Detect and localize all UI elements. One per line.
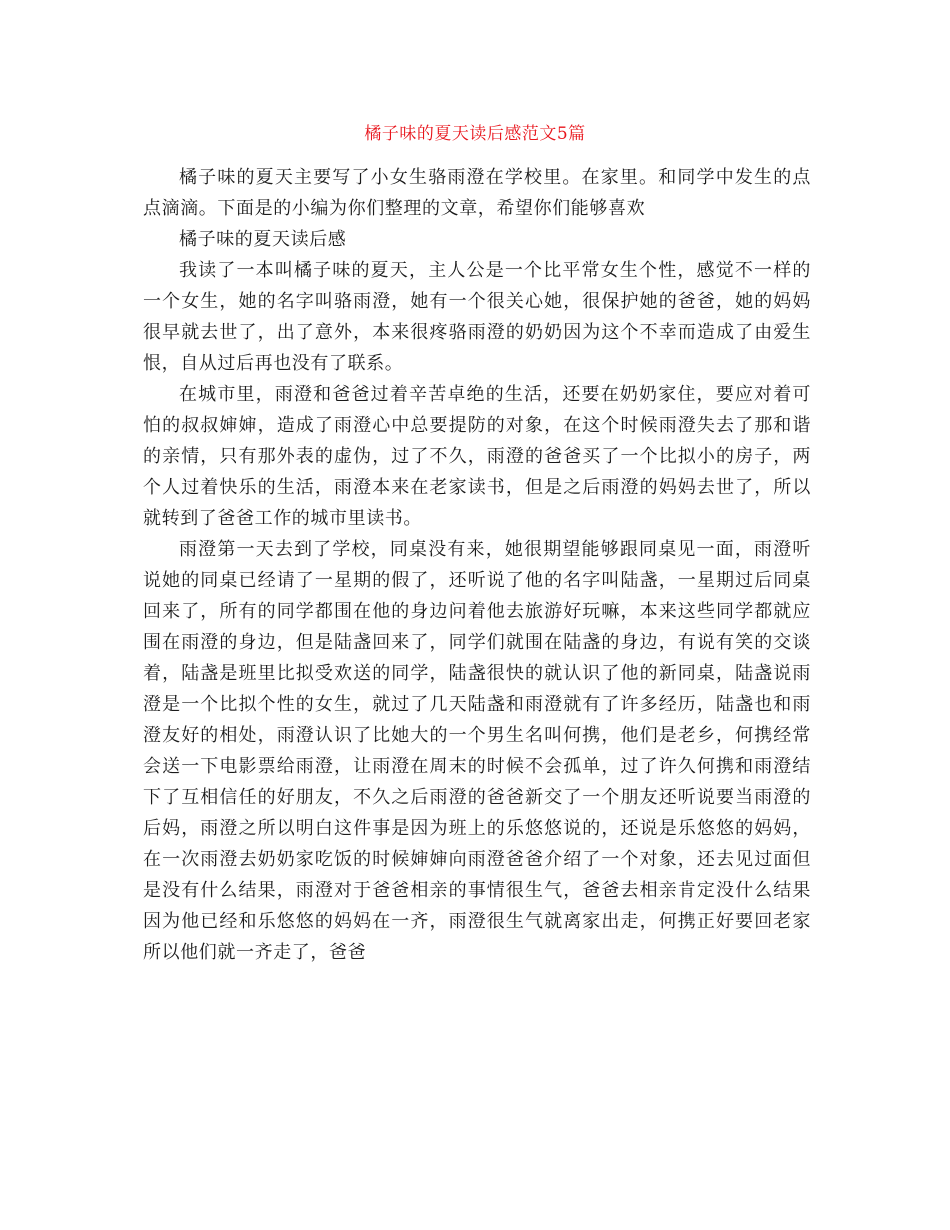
paragraph-intro: 橘子味的夏天主要写了小女生骆雨澄在学校里。在家里。和同学中发生的点点滴滴。下面是的小编为你们整理的文章，希望你们能够喜欢 <box>143 167 811 219</box>
document-title: 橘子味的夏天读后感范文5篇 <box>364 124 586 144</box>
paragraph-1: 我读了一本叫橘子味的夏天，主人公是一个比平常女生个性，感觉不一样的一个女生，她的名字叫骆雨澄，她有一个很关心她，很保护她的爸爸，她的妈妈很早就去世了，出了意外，本来很疼骆雨澄的奶奶因为这个不幸而造成了由爱生恨，自从过后再也没有了联系。 <box>143 260 811 374</box>
paragraph-2: 在城市里，雨澄和爸爸过着辛苦卓绝的生活，还要在奶奶家住，要应对着可怕的叔叔婶婶，造成了雨澄心中总要提防的对象，在这个时候雨澄失去了那和谐的亲情，只有那外表的虚伪，过了不久，雨澄的爸爸买了一个比拟小的房子，两个人过着快乐的生活，雨澄本来在老家读书，但是之后雨澄的妈妈去世了，所以就转到了爸爸工作的城市里读书。 <box>143 384 811 529</box>
document-body <box>143 162 811 968</box>
paragraph-3: 雨澄第一天去到了学校，同桌没有来，她很期望能够跟同桌见一面，雨澄听说她的同桌已经请了一星期的假了，还听说了他的名字叫陆盏，一星期过后同桌回来了，所有的同学都围在他的身边问着他去旅游好玩嘛，本来这些同学都就应围在雨澄的身边，但是陆盏回来了，同学们就围在陆盏的身边，有说有笑的交谈着，陆盏是班里比拟受欢送的同学，陆盏很快的就认识了他的新同桌，陆盏说雨澄是一个比拟个性的女生，就过了几天陆盏和雨澄就有了许多经历，陆盏也和雨澄友好的相处，雨澄认识了比她大的一个男生名叫何携，他们是老乡，何携经常会送一下电影票给雨澄，让雨澄在周末的时候不会孤单，过了许久何携和雨澄结下了互相信任的好朋友，不久之后雨澄的爸爸新交了一个朋友还听说要当雨澄的后妈，雨澄之所以明白这件事是因为班上的乐悠悠说的，还说是乐悠悠的妈妈，在一次雨澄去奶奶家吃饭的时候婶婶向雨澄爸爸介绍了一个对象，还去见过面但是没有什么结果，雨澄对于爸爸相亲的事情很生气，爸爸去相亲肯定没什么结果因为他已经和乐悠悠的妈妈在一齐，雨澄很生气就离家出走，何携正好要回老家所以他们就一齐走了，爸爸 <box>143 539 811 963</box>
section-heading: 橘子味的夏天读后感 <box>179 229 347 250</box>
